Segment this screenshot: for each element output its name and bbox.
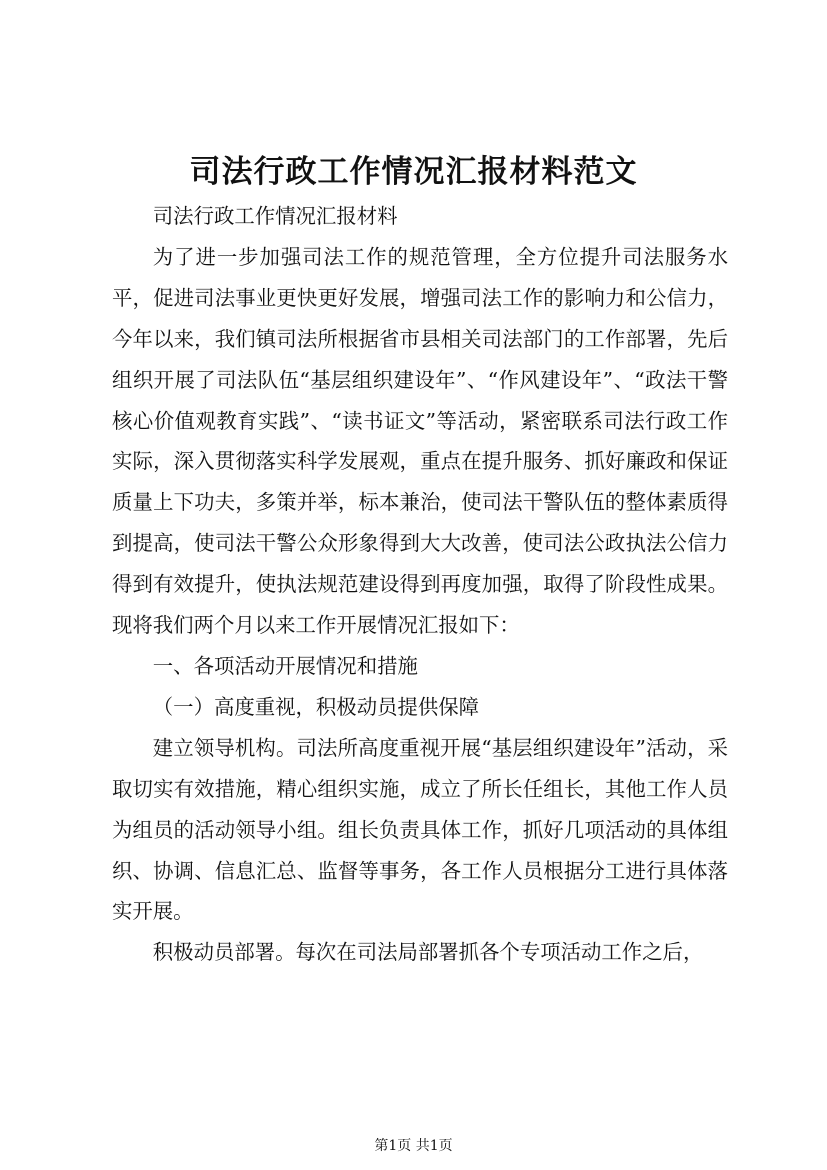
subtitle-paragraph: 司法行政工作情况汇报材料 (152, 204, 398, 228)
body-paragraph: 积极动员部署。每次在司法局部署抓各个专项活动工作之后， (152, 940, 704, 965)
section-heading: 一、各项活动开展情况和措施 (152, 653, 418, 678)
document-body (112, 196, 728, 973)
body-paragraph: 建立领导机构。司法所高度重视开展“基层组织建设年”活动，采取切实有效措施，精心组织实施，成立了所长任组长，其他工作人员为组员的活动领导小组。组长负责具体工作，抓好几项活动的具体组织、协调、信息汇总、监督等事务，各工作人员根据分工进行具体落实开展。 (112, 735, 728, 924)
intro-paragraph: 为了进一步加强司法工作的规范管理，全方位提升司法服务水平，促进司法事业更快更好发展，增强司法工作的影响力和公信力，今年以来，我们镇司法所根据省市县相关司法部门的工作部署，先后组织开展了司法队伍“基层组织建设年”、“作风建设年”、“政法干警核心价值观教育实践”、“读书证文”等活动，紧密联系司法行政工作实际，深入贯彻落实科学发展观，重点在提升服务、抓好廉政和保证质量上下功夫，多策并举，标本兼治，使司法干警队伍的整体素质得到提高，使司法干警公众形象得到大大改善，使司法公政执法公信力得到有效提升，使执法规范建设得到再度加强，取得了阶段性成果。现将我们两个月以来工作开展情况汇报如下： (112, 244, 728, 638)
page-footer: 第1页 共1页 (374, 1138, 453, 1154)
subsection-heading: （一）高度重视，积极动员提供保障 (152, 694, 480, 719)
document-title: 司法行政工作情况汇报材料范文 (189, 154, 638, 190)
